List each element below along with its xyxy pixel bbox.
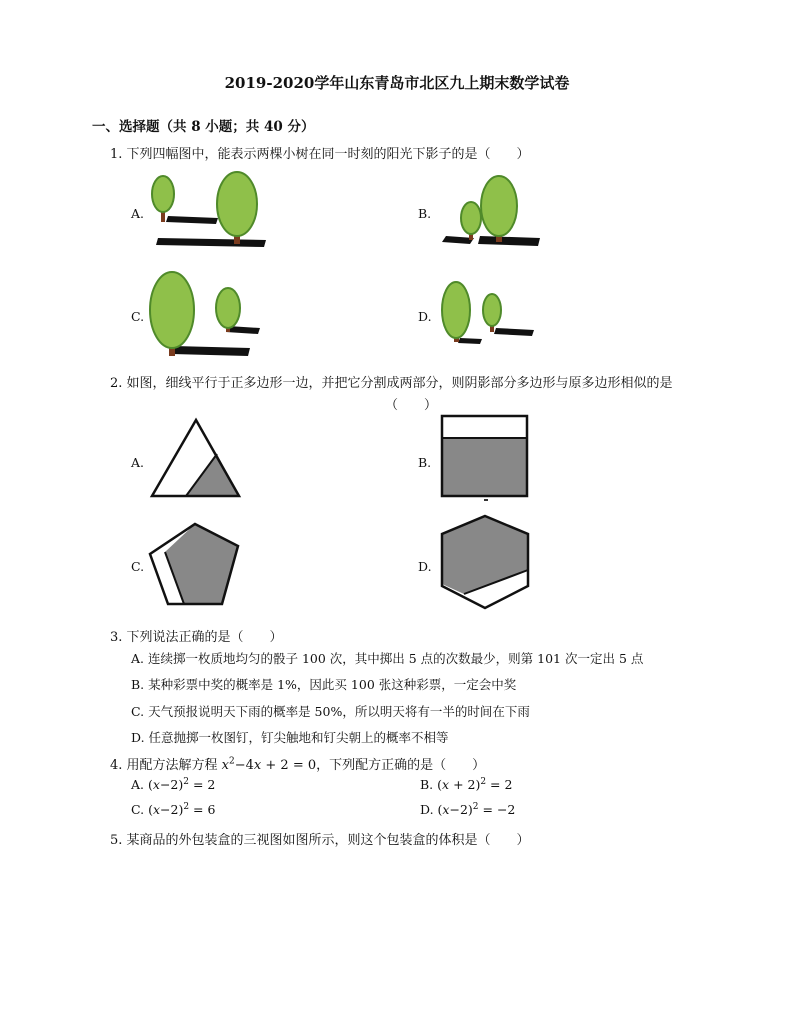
- large-tree: [217, 172, 257, 236]
- shadow-shape: [172, 346, 250, 356]
- question-4-stem: [110, 754, 485, 773]
- q1-figure-a: [148, 168, 278, 250]
- q2-figure-d-hexagon: [440, 514, 532, 612]
- q4-option-c-label: C.: [131, 802, 145, 818]
- q4-option-d: D. $(x-2)^2 = -2$: [420, 802, 516, 818]
- question-1-stem: 1. 下列四幅图中，能表示两棵小树在同一时刻的阳光下影子的是（ ）: [110, 147, 530, 162]
- q4-option-a-label: A.: [131, 777, 145, 793]
- q1-option-d-label: D.: [418, 309, 432, 324]
- q2-option-d-label: D.: [418, 559, 432, 574]
- q3-option-d: D. 任意抛掷一枚图钉，钉尖触地和钉尖朝上的概率不相等: [131, 730, 449, 745]
- q3-option-b: B. 某种彩票中奖的概率是 1%，因此买 100 张这种彩票，一定会中奖: [131, 677, 517, 692]
- small-tree: [216, 288, 240, 328]
- shadow-shape: [494, 328, 534, 336]
- q4-option-a-rhs: 2: [207, 777, 216, 793]
- shadow-shape: [156, 238, 266, 247]
- small-tree: [461, 202, 481, 234]
- question-3-stem: 3. 下列说法正确的是（ ）: [110, 630, 283, 645]
- q2-option-a-label: A.: [131, 455, 145, 470]
- q1-option-c-label: C.: [131, 309, 145, 324]
- shadow-shape: [166, 216, 218, 224]
- question-2-stem: 2. 如图，细线平行于正多边形一边，并把它分割成两部分，则阴影部分多边形与原多边形相似的是: [110, 376, 673, 391]
- q3-option-a: A. 连续掷一枚质地均匀的骰子 100 次，其中掷出 5 点的次数最少，则第 101 次一定出 5 点: [131, 651, 644, 666]
- large-tree: [150, 272, 194, 348]
- q2-figure-a-triangle: [150, 418, 242, 498]
- q2-figure-b-square: [440, 414, 530, 498]
- q4-option-d-label: D.: [420, 802, 434, 818]
- shadow-shape: [478, 236, 540, 246]
- q4-option-c: C. $(x-2)^2 = 6$: [131, 802, 216, 818]
- q4-option-b-rhs: 2: [504, 777, 513, 793]
- large-tree: [442, 282, 470, 338]
- q4-option-c-rhs: 6: [207, 802, 216, 818]
- section-heading: 一、选择题（共 8 小题；共 40 分）: [92, 119, 315, 135]
- shaded-rectangle: [442, 438, 527, 496]
- question-2-bracket: （ ）: [385, 398, 438, 413]
- q2-figure-c-pentagon: [148, 522, 242, 608]
- q4-equation: $x^2-4x + 2 = 0$: [221, 756, 317, 773]
- q2-option-b-label: B.: [418, 455, 432, 470]
- q4-option-b-label: B.: [420, 777, 434, 793]
- large-tree: [481, 176, 517, 236]
- q4-option-b: B. $(x + 2)^2 = 2$: [420, 777, 513, 793]
- small-tree: [483, 294, 501, 326]
- q1-figure-b: [440, 172, 560, 250]
- shadow-shape: [458, 338, 482, 344]
- page-title: 2019-2020学年山东青岛市北区九上期末数学试卷: [224, 74, 570, 92]
- question-5-stem: 5. 某商品的外包装盒的三视图如图所示，则这个包装盒的体积是（ ）: [110, 833, 530, 848]
- q4-stem-prefix: 4. 用配方法解方程: [110, 758, 222, 773]
- q2-option-c-label: C.: [131, 559, 145, 574]
- q4-stem-suffix: ，下列配方正确的是（ ）: [316, 758, 486, 773]
- q1-figure-c: [144, 268, 264, 360]
- q1-figure-d: [438, 278, 558, 348]
- small-tree: [152, 176, 174, 212]
- stray-mark: [484, 499, 488, 501]
- q4-option-d-rhs: −2: [496, 802, 516, 818]
- q1-option-a-label: A.: [131, 206, 145, 221]
- q1-option-b-label: B.: [418, 206, 432, 221]
- q4-option-a: A. $(x-2)^2 = 2$: [131, 777, 216, 793]
- q3-option-c: C. 天气预报说明天下雨的概率是 50%，所以明天将有一半的时间在下雨: [131, 704, 530, 719]
